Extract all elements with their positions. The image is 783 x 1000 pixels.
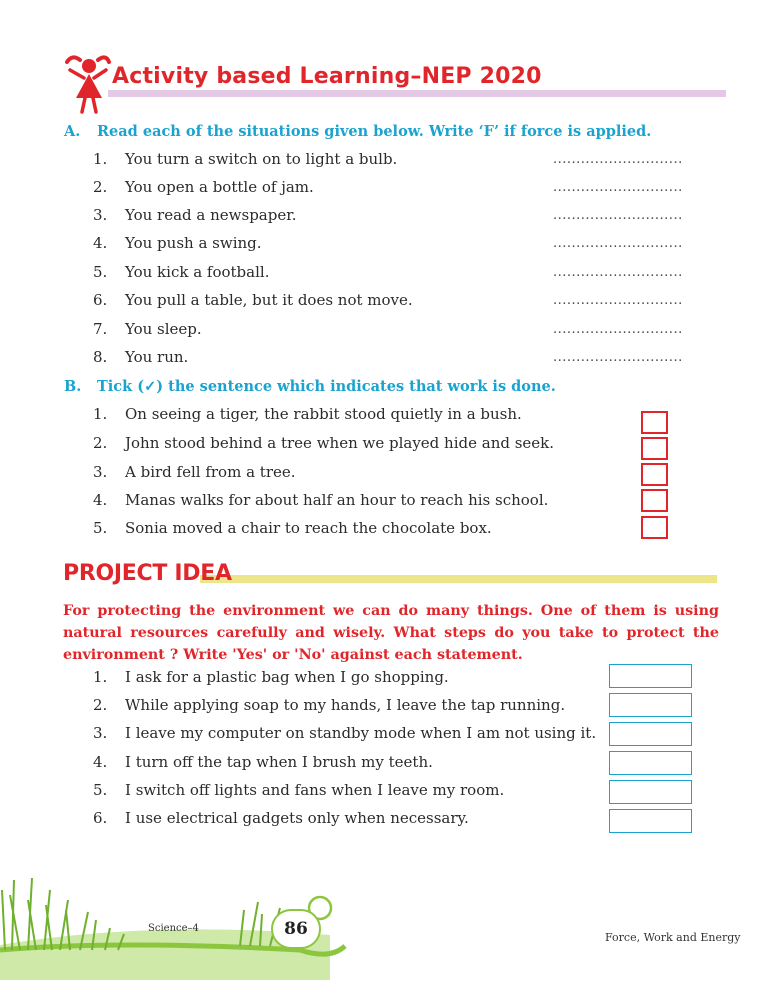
- project-underline: [200, 575, 717, 583]
- section-a-item: 8. You run.: [93, 348, 189, 366]
- answer-blank[interactable]: ............................: [553, 208, 683, 223]
- section-b-item: 5. Sonia moved a chair to reach the chocolate box.: [93, 519, 492, 537]
- section-b-letter: B.: [64, 378, 82, 395]
- answer-blank[interactable]: ............................: [553, 180, 683, 195]
- section-b-item: 3. A bird fell from a tree.: [93, 463, 296, 481]
- project-item: 2. While applying soap to my hands, I leave the tap running.: [93, 696, 566, 714]
- answer-blank[interactable]: ............................: [553, 322, 683, 337]
- footer-subject: Science–4: [148, 923, 199, 934]
- answer-blank[interactable]: ............................: [553, 350, 683, 365]
- section-a-item: 2. You open a bottle of jam.: [93, 178, 314, 196]
- section-a-item: 7. You sleep.: [93, 320, 202, 338]
- project-instructions: For protecting the environment we can do many things. One of them is using natural resources carefully and wisely. What steps do you take to protect the environment ? Write 'Yes' or 'No' against each statement.: [63, 603, 719, 663]
- project-item: 5. I switch off lights and fans when I leave my room.: [93, 781, 505, 799]
- page-number-badge: 86: [271, 909, 321, 949]
- section-b-item: 2. John stood behind a tree when we played hide and seek.: [93, 434, 555, 452]
- section-a-item: 1. You turn a switch on to light a bulb.: [93, 150, 398, 168]
- answer-blank[interactable]: ............................: [553, 152, 683, 167]
- section-a-heading: [64, 123, 651, 140]
- tick-checkbox[interactable]: [641, 489, 668, 512]
- tick-checkbox[interactable]: [641, 516, 668, 539]
- section-b-heading: [64, 378, 556, 395]
- answer-blank[interactable]: ............................: [553, 265, 683, 280]
- yes-no-answer-box[interactable]: [609, 722, 692, 746]
- project-item: 1. I ask for a plastic bag when I go shopping.: [93, 668, 449, 686]
- section-a-item: 5. You kick a football.: [93, 263, 270, 281]
- section-b-item: 4. Manas walks for about half an hour to reach his school.: [93, 491, 549, 509]
- footer-chapter: Force, Work and Energy: [605, 931, 741, 944]
- yes-no-answer-box[interactable]: [609, 751, 692, 775]
- project-title: PROJECT IDEA: [63, 561, 232, 586]
- answer-blank[interactable]: ............................: [553, 293, 683, 308]
- yes-no-answer-box[interactable]: [609, 664, 692, 688]
- section-b-heading-text: Tick (✓) the sentence which indicates that work is done.: [97, 378, 556, 395]
- yes-no-answer-box[interactable]: [609, 809, 692, 833]
- project-item: 4. I turn off the tap when I brush my teeth.: [93, 753, 433, 771]
- section-a-heading-text: Read each of the situations given below. Write ‘F’ if force is applied.: [97, 123, 652, 140]
- girl-mascot-icon: [62, 52, 112, 114]
- page-title: Activity based Learning–NEP 2020: [112, 64, 542, 89]
- project-item: 3. I leave my computer on standby mode when I am not using it.: [93, 724, 597, 742]
- section-a-item: 4. You push a swing.: [93, 234, 262, 252]
- tick-checkbox[interactable]: [641, 437, 668, 460]
- section-b-item: 1. On seeing a tiger, the rabbit stood quietly in a bush.: [93, 405, 522, 423]
- yes-no-answer-box[interactable]: [609, 780, 692, 804]
- answer-blank[interactable]: ............................: [553, 236, 683, 251]
- section-a-item: 3. You read a newspaper.: [93, 206, 297, 224]
- yes-no-answer-box[interactable]: [609, 693, 692, 717]
- tick-checkbox[interactable]: [641, 411, 668, 434]
- project-item: 6. I use electrical gadgets only when necessary.: [93, 809, 469, 827]
- section-a-item: 6. You pull a table, but it does not move.: [93, 291, 413, 309]
- header-underline: [108, 90, 726, 97]
- tick-checkbox[interactable]: [641, 463, 668, 486]
- section-a-letter: A.: [64, 123, 81, 140]
